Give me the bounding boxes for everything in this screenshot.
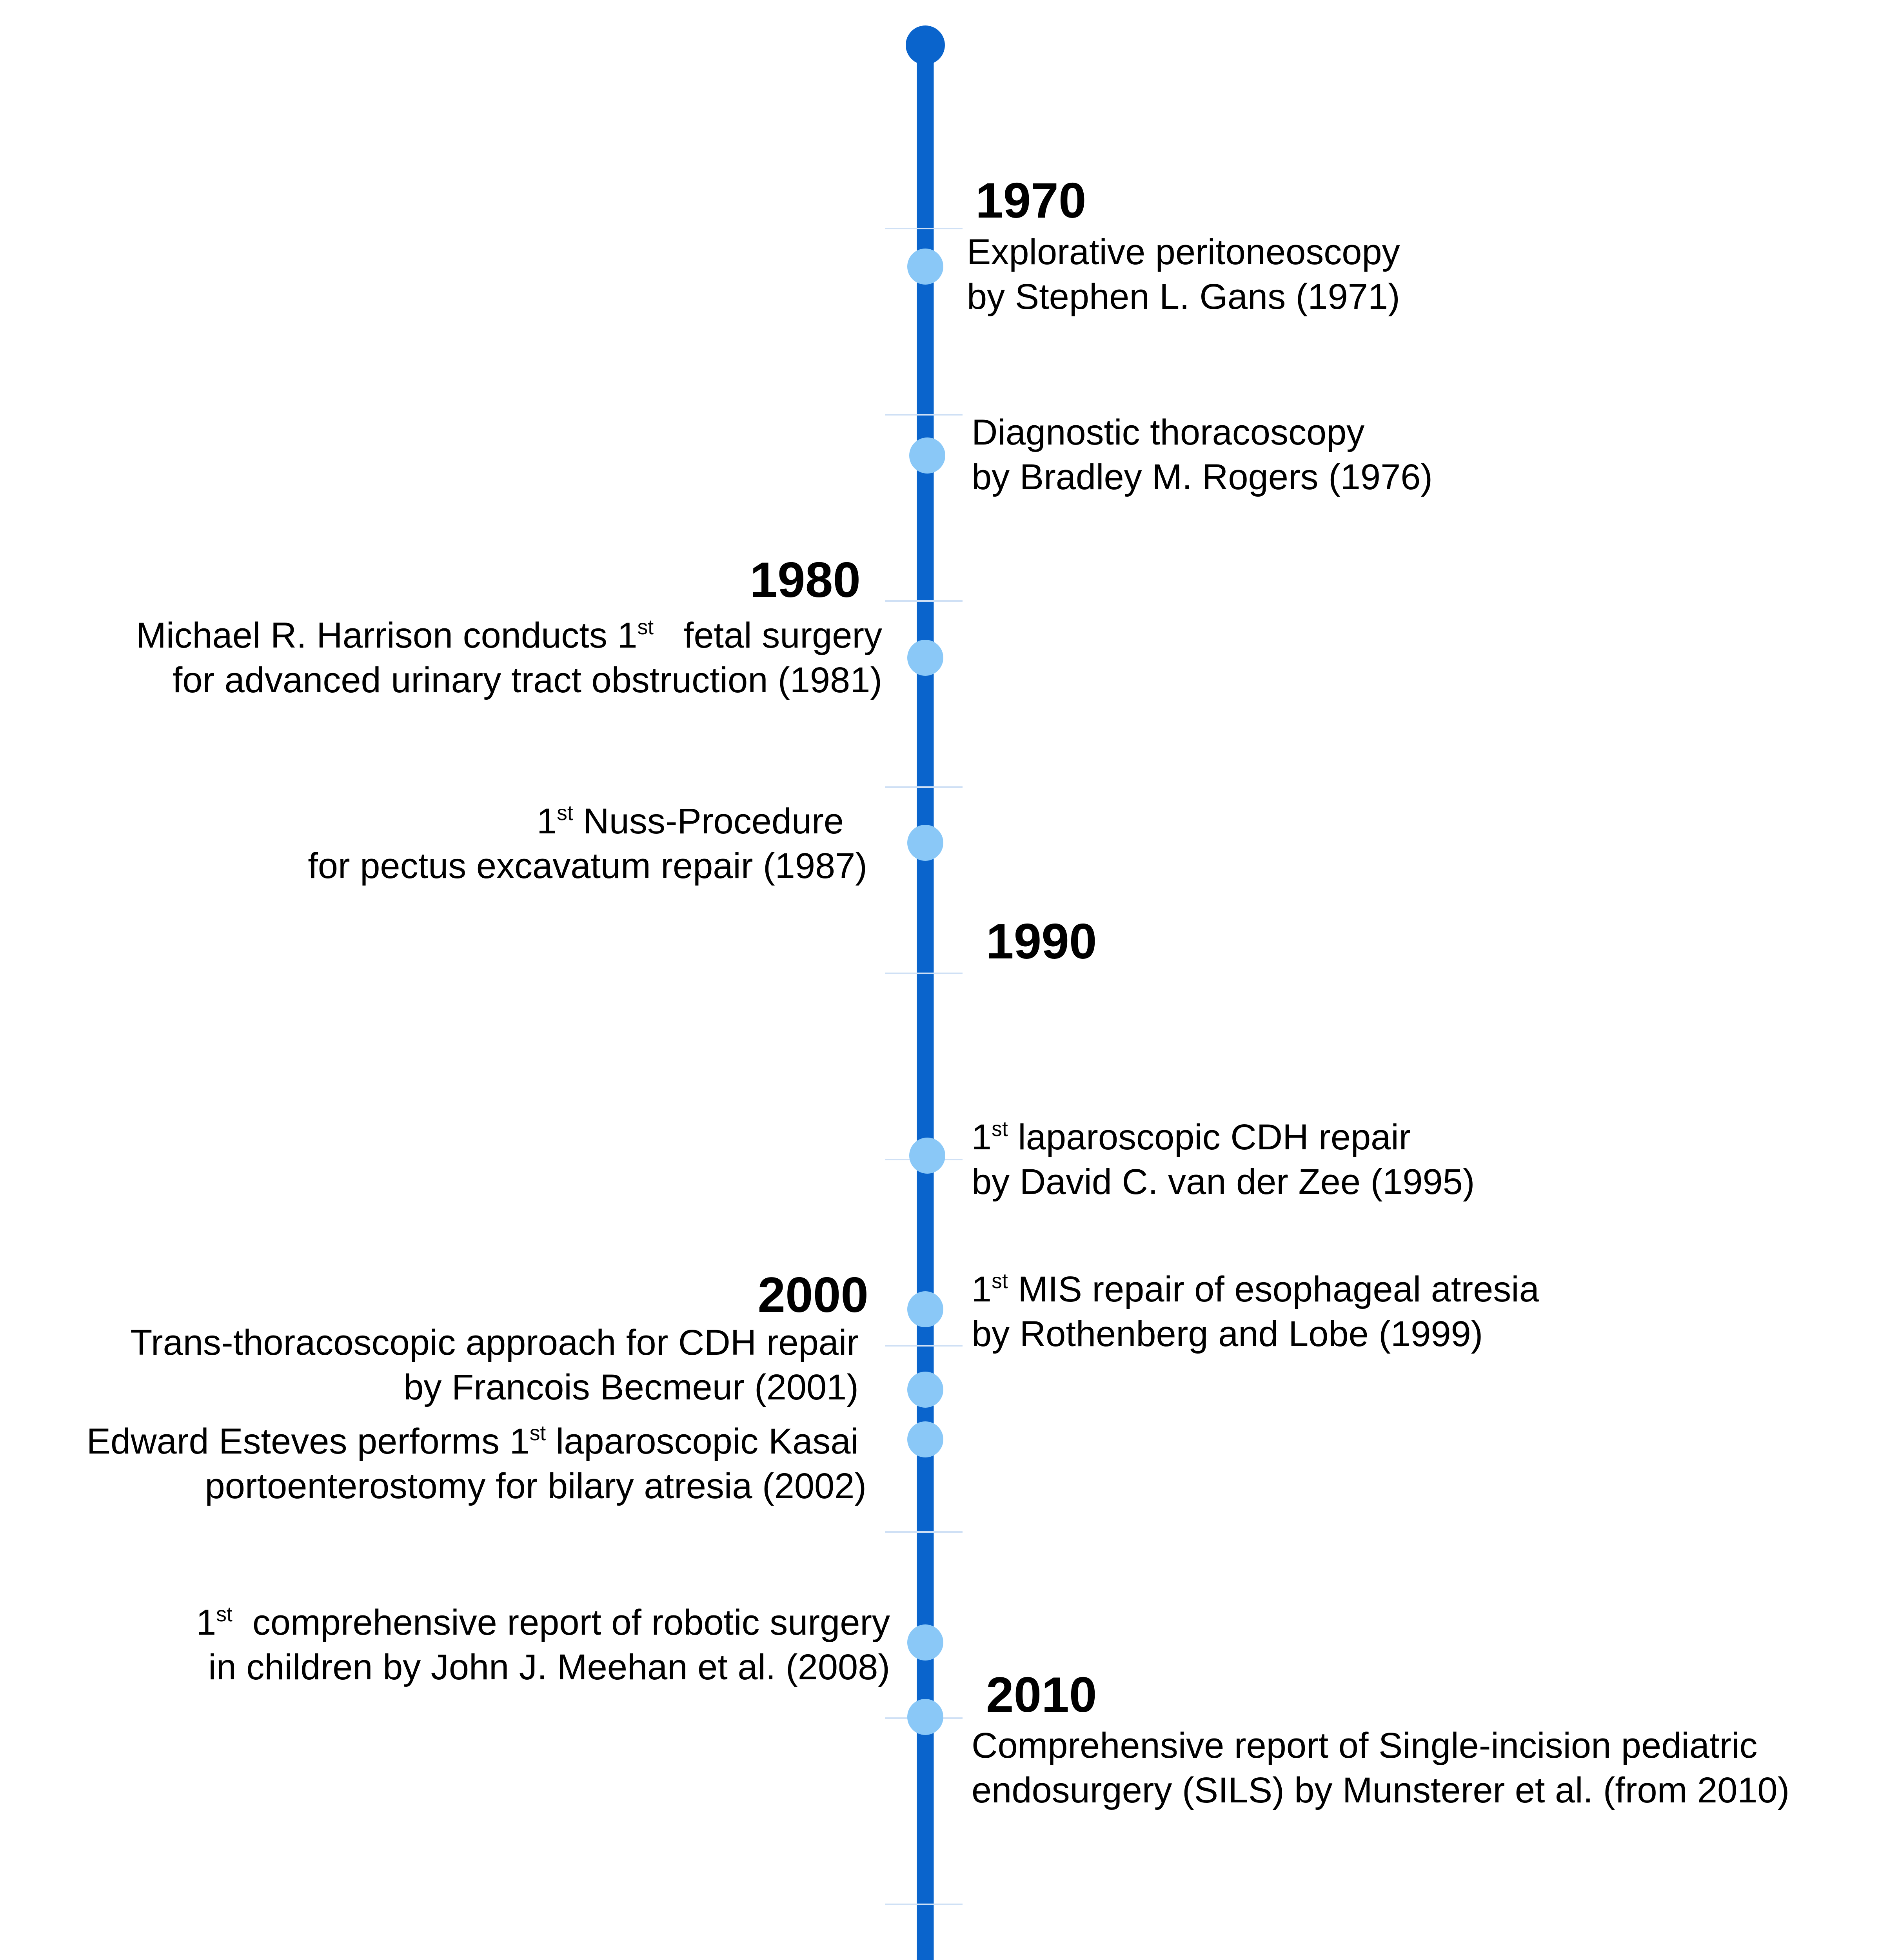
event-1999-line-2: by Rothenberg and Lobe (1999) [972,1314,1483,1354]
event-2002-text-b: laparoscopic Kasai [546,1421,859,1461]
event-1971-line-1: Explorative peritoneoscopy [967,232,1400,272]
event-1995-line-1 [972,1115,1475,1160]
event-dot-1999 [907,1291,943,1327]
event-1995-ordinal: 1 [972,1117,992,1157]
timeline-start-dot [906,25,945,65]
event-1981-line-2: for advanced urinary tract obstruction (1981) [172,660,882,700]
event-1987-line-2: for pectus excavatum repair (1987) [308,846,867,886]
event-1971 [967,230,1400,319]
event-1999-title: MIS repair of esophageal atresia [1008,1269,1539,1309]
event-1987-line-1 [39,799,867,844]
event-1999-superscript: st [992,1269,1008,1293]
event-1995-line-2: by David C. van der Zee (1995) [972,1162,1475,1202]
event-2008-line-2: in children by John J. Meehan et al. (2008) [208,1647,890,1687]
event-1981-text-b: fetal surgery [654,615,882,655]
event-1976-line-1: Diagnostic thoracoscopy [972,412,1365,452]
event-2008 [39,1600,890,1690]
decade-label-1990: 1990 [986,913,1097,969]
event-1987 [39,799,867,888]
event-1971-line-2: by Stephen L. Gans (1971) [967,277,1400,317]
event-2010 [972,1723,1789,1813]
event-2010-line-1: Comprehensive report of Single-incision pediatric [972,1726,1758,1766]
event-2002-text-a: Edward Esteves performs 1 [86,1421,530,1461]
event-1987-ordinal: 1 [537,801,557,841]
event-2001-line-2: by Francois Becmeur (2001) [403,1367,859,1407]
event-1995-superscript: st [992,1117,1008,1141]
event-1999-line-1 [972,1267,1539,1312]
event-1976 [972,410,1433,499]
event-1981-line-1 [39,613,882,658]
decade-label-1980: 1980 [750,552,861,608]
event-2001 [39,1320,859,1410]
event-2008-title: comprehensive report of robotic surgery [232,1602,890,1642]
event-2010-line-2: endosurgery (SILS) by Munsterer et al. (from 2010) [972,1770,1790,1810]
event-dot-2008 [907,1624,943,1661]
event-dot-2001 [907,1372,943,1408]
event-2002-superscript: st [529,1421,546,1445]
event-2002-line-2: portoenterostomy for bilary atresia (2002) [205,1466,866,1506]
event-1981 [39,613,882,702]
decade-label-1970: 1970 [975,172,1086,228]
event-2001-line-1: Trans-thoracoscopic approach for CDH repair [130,1323,859,1363]
decade-label-2010: 2010 [986,1667,1097,1722]
event-2002 [0,1419,866,1508]
event-1995-title: laparoscopic CDH repair [1008,1117,1411,1157]
event-1995 [972,1115,1475,1204]
event-2008-ordinal: 1 [196,1602,216,1642]
event-1999-ordinal: 1 [972,1269,992,1309]
event-1987-superscript: st [557,801,573,825]
event-dot-2010 [907,1699,943,1735]
event-dot-1981 [907,640,943,676]
event-1987-title: Nuss-Procedure [573,801,844,841]
event-2002-line-1 [0,1419,866,1464]
event-1999 [972,1267,1539,1356]
event-dot-1987 [907,825,943,861]
event-dot-1976 [909,437,945,474]
event-1981-superscript: st [637,615,654,639]
decade-label-2000: 2000 [757,1267,868,1323]
event-1976-line-2: by Bradley M. Rogers (1976) [972,457,1433,497]
event-dot-2002 [907,1421,943,1457]
event-dot-1995 [909,1138,945,1174]
event-2008-superscript: st [216,1602,233,1626]
event-dot-1971 [907,249,943,285]
event-2008-line-1 [39,1600,890,1645]
event-1981-text-a: Michael R. Harrison conducts 1 [136,615,638,655]
